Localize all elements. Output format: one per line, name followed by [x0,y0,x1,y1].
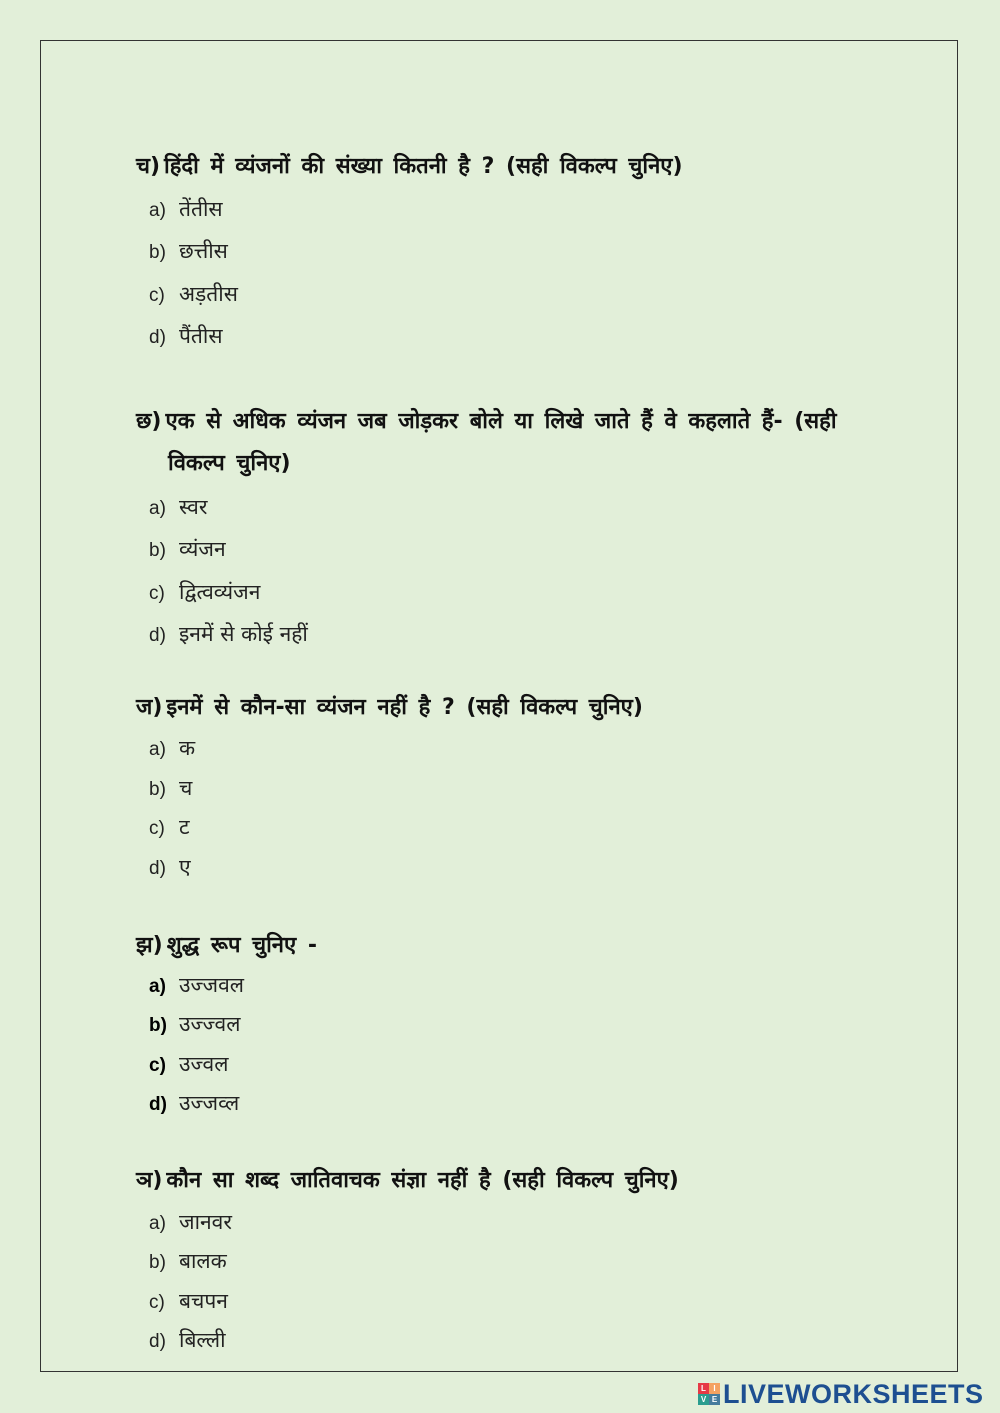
option-item[interactable] [149,970,244,1002]
option-label: d) [149,1094,167,1115]
option-text: द्वित्वव्यंजन [179,580,261,604]
logo-tile: L [698,1383,709,1394]
option-text: छत्तीस [179,239,228,263]
option-text: अड़तीस [179,282,238,306]
brand-name: LIVEWORKSHEETS [723,1378,984,1409]
option-label: c) [149,1055,166,1076]
option-item[interactable] [149,194,223,226]
option-text: उज्जव्ल [179,1091,240,1115]
option-text: बचपन [179,1289,228,1313]
option-text: क [179,736,196,760]
logo-tile: V [698,1394,709,1405]
question-number: झ) [136,933,163,958]
question-text-continued: विकल्प चुनिए) [168,451,291,476]
question-cha [136,146,936,188]
option-label: a) [149,200,166,221]
option-item[interactable] [149,279,238,311]
option-item[interactable] [149,852,191,884]
option-label: a) [149,498,166,519]
option-item[interactable] [149,492,207,524]
question-number: च) [136,154,161,179]
option-text: ट [179,815,190,839]
option-item[interactable] [149,1325,226,1357]
option-text: पैंतीस [179,324,223,348]
option-label: d) [149,858,166,879]
option-text: च [179,776,193,800]
question-text: एक से अधिक व्यंजन जब जोड़कर बोले या लिखे जाते हैं वे कहलाते हैं- (सही [165,409,837,434]
question-text: शुद्ध रूप चुनिए - [166,933,317,958]
option-text: उज्जवल [179,973,245,997]
option-text: जानवर [179,1210,232,1234]
option-item[interactable] [149,1088,239,1120]
option-item[interactable] [149,1207,232,1239]
option-label: b) [149,779,166,800]
option-label: c) [149,818,165,839]
option-label: c) [149,285,165,306]
option-label: d) [149,625,166,646]
option-label: a) [149,976,166,997]
option-item[interactable] [149,773,192,805]
question-number: ज) [136,695,163,720]
option-label: b) [149,540,166,561]
option-item[interactable] [149,1246,227,1278]
logo-tile: E [709,1394,720,1405]
liveworksheets-logo-icon [698,1383,720,1405]
option-text: बालक [179,1249,227,1273]
option-item[interactable] [149,1009,240,1041]
option-label: d) [149,1331,166,1352]
worksheet-page [40,40,958,1372]
question-text: इनमें से कौन-सा व्यंजन नहीं है ? (सही विकल्प चुनिए) [166,695,643,720]
option-label: b) [149,1252,166,1273]
option-label: c) [149,1292,165,1313]
option-label: b) [149,1015,167,1036]
option-label: a) [149,739,166,760]
option-text: उज्वल [179,1052,229,1076]
question-ja [136,687,936,729]
option-item[interactable] [149,321,223,353]
option-item[interactable] [149,534,226,566]
option-text: तेंतीस [179,197,223,221]
option-text: बिल्ली [179,1328,226,1352]
question-text: कौन सा शब्द जातिवाचक संज्ञा नहीं है (सही विकल्प चुनिए) [166,1168,679,1193]
question-text: हिंदी में व्यंजनों की संख्या कितनी है ? (सही विकल्प चुनिए) [164,154,683,179]
option-label: d) [149,327,166,348]
option-item[interactable] [149,577,260,609]
option-item[interactable] [149,236,228,268]
option-item[interactable] [149,812,190,844]
question-number: छ) [136,409,162,434]
option-text: व्यंजन [179,537,226,561]
option-label: a) [149,1213,166,1234]
logo-tile: I [709,1383,720,1394]
question-chha [136,401,936,485]
option-item[interactable] [149,1049,228,1081]
option-item[interactable] [149,1286,228,1318]
option-text: उज्ज्वल [179,1012,241,1036]
question-nya [136,1160,936,1202]
option-item[interactable] [149,619,308,651]
liveworksheets-brand[interactable] [698,1378,984,1410]
option-text: स्वर [179,495,208,519]
option-label: b) [149,242,166,263]
option-label: c) [149,583,165,604]
question-jha [136,925,936,967]
option-item[interactable] [149,733,195,765]
option-text: ए [179,855,191,879]
option-text: इनमें से कोई नहीं [179,622,308,646]
question-number: ञ) [136,1168,163,1193]
